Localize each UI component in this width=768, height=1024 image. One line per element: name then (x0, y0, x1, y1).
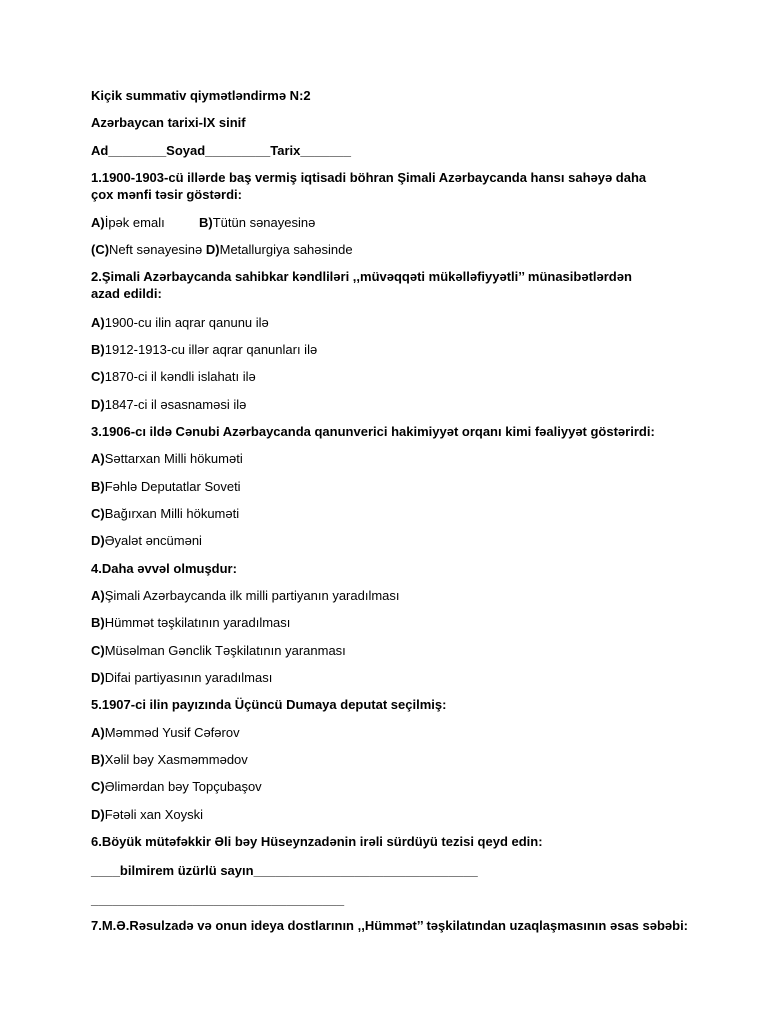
student-info-line: Ad________Soyad_________Tarix_______ (91, 143, 351, 158)
option-letter: B) (91, 479, 105, 494)
question-1-text: 1.1900-1903-cü illərde baş vermiş iqtisadi böhran Şimali Azərbaycanda hansı sahəyə daha çox mənfi təsir göstərdi: (91, 170, 647, 202)
option-text: Tütün sənayesinə (212, 215, 316, 230)
question-4-option-a (91, 587, 400, 604)
question-3-text: 3.1906-cı ildə Cənubi Azərbaycanda qanunverici hakimiyyət orqanı kimi fəaliyyət göstərirdi: (91, 424, 655, 439)
worksheet-title: Kiçik summativ qiymətləndirmə N:2 (91, 88, 311, 103)
option-text: 1847-ci il əsasnaməsi ilə (104, 397, 247, 412)
question-2-option-d (91, 396, 246, 413)
option-text: Neft sənayesinə (109, 242, 203, 257)
question-4-option-c (91, 642, 346, 659)
option-letter: D) (91, 397, 105, 412)
question-7-text: 7.M.Ə.Rəsulzadə və onun ideya dostlarının ,,Hümmət’’ təşkilatından uzaqlaşmasının əsas səbəbi: (91, 918, 689, 933)
question-1-option-b (199, 214, 315, 231)
option-text: Səttarxan Milli hökuməti (104, 451, 243, 466)
option-letter: D) (91, 807, 105, 822)
option-text: Əyalət əncüməni (104, 533, 202, 548)
option-text: Məmməd Yusif Cəfərov (104, 725, 240, 740)
option-letter: B) (199, 215, 213, 230)
option-letter: C) (91, 369, 105, 384)
option-letter: A) (91, 451, 105, 466)
question-3-option-b (91, 478, 241, 495)
option-letter: D) (205, 242, 220, 257)
option-text: İpək emalı (104, 215, 165, 230)
option-letter: D) (91, 670, 105, 685)
option-text: 1900-cu ilin aqrar qanunu ilə (104, 315, 269, 330)
option-letter: B) (91, 342, 105, 357)
question-6-blank-line: ___________________________________ (91, 892, 345, 907)
option-text: Fəhlə Deputatlar Soveti (104, 479, 241, 494)
option-letter: A) (91, 725, 105, 740)
option-text: 1912-1913-cu illər aqrar qanunları ilə (104, 342, 318, 357)
question-5-option-c (91, 778, 262, 795)
option-letter: D) (91, 533, 105, 548)
option-letter: (C) (91, 242, 110, 257)
option-letter: B) (91, 752, 105, 767)
question-2-option-a (91, 314, 269, 331)
question-1-options-c-d (91, 241, 353, 258)
option-text: Difai partiyasının yaradılması (104, 670, 273, 685)
option-text: Xəlil bəy Xasməmmədov (104, 752, 248, 767)
question-2-option-b (91, 341, 317, 358)
question-1-option-a (91, 214, 165, 231)
option-text: Şimali Azərbaycanda ilk milli partiyanın yaradılması (104, 588, 400, 603)
question-4-text: 4.Daha əvvəl olmuşdur: (91, 561, 237, 576)
option-text: Metallurgiya sahəsinde (219, 242, 353, 257)
question-4-option-d (91, 669, 272, 686)
question-2-option-c (91, 368, 256, 385)
option-text: Müsəlman Gənclik Təşkilatının yaranması (104, 643, 346, 658)
question-4-option-b (91, 614, 290, 631)
option-letter: C) (91, 506, 105, 521)
option-letter: B) (91, 615, 105, 630)
question-3-option-a (91, 450, 243, 467)
question-5-option-d (91, 806, 203, 823)
option-letter: A) (91, 588, 105, 603)
option-letter: C) (91, 779, 105, 794)
option-text: 1870-ci il kəndli islahatı ilə (104, 369, 256, 384)
subject-line: Azərbaycan tarixi-lX sinif (91, 115, 246, 130)
question-3-option-c (91, 505, 239, 522)
option-letter: A) (91, 315, 105, 330)
option-letter: A) (91, 215, 105, 230)
question-5-option-b (91, 751, 248, 768)
question-3-option-d (91, 532, 202, 549)
question-6-text: 6.Böyük mütəfəkkir Əli bəy Hüseynzadənin irəli sürdüyü tezisi qeyd edin: (91, 834, 543, 849)
option-text: Fətəli xan Xoyski (104, 807, 203, 822)
option-text: Hümmət təşkilatının yaradılması (104, 615, 291, 630)
option-letter: C) (91, 643, 105, 658)
question-5-option-a (91, 724, 240, 741)
question-6-answer-line: ____bilmirem üzürlü sayın_______________________________ (91, 863, 478, 878)
option-text: Əlimərdan bəy Topçubaşov (104, 779, 262, 794)
option-text: Bağırxan Milli hökuməti (104, 506, 240, 521)
question-5-text: 5.1907-ci ilin payızında Üçüncü Dumaya deputat seçilmiş: (91, 697, 447, 712)
question-2-text: 2.Şimali Azərbaycanda sahibkar kəndliləri ,,müvəqqəti mükəlləfiyyətli’’ münasibətlərdən azad edildi: (91, 269, 632, 301)
